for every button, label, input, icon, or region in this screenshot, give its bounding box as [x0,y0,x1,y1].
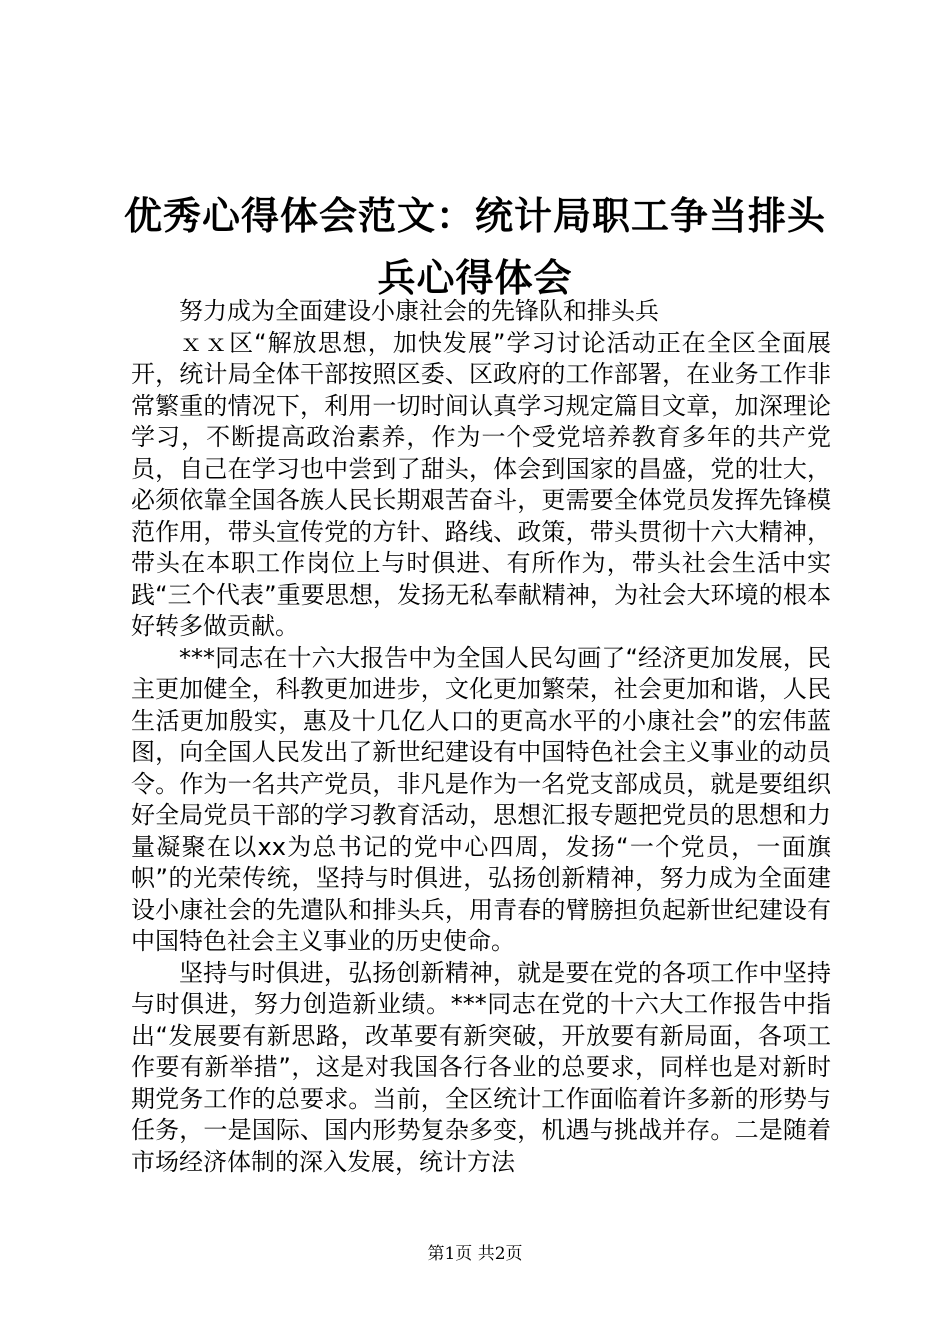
body-paragraph-2: ***同志在十六大报告中为全国人民勾画了“经济更加发展，民主更加健全，科教更加进步，文化更加繁荣，社会更加和谐，人民生活更加殷实，惠及十几亿人口的更高水平的小康社会”的宏伟蓝图，向全国人民发出了新世纪建设有中国特色社会主义事业的动员令。作为一名共产党员，非凡是作为一名党支部成员，就是要组织好全局党员干部的学习教育活动，思想汇报专题把党员的思想和力量凝聚在以xx为总书记的党中心四周，发扬“一个党员，一面旗帜”的光荣传统，坚持与时俱进，弘扬创新精神，努力成为全面建设小康社会的先遣队和排头兵，用青春的臂膀担负起新世纪建设有中国特色社会主义事业的历史使命。 [131,643,831,955]
document-subtitle: 努力成为全面建设小康社会的先锋队和排头兵 [179,297,659,325]
body-paragraph-1: ｘｘ区“解放思想，加快发展”学习讨论活动正在全区全面展开，统计局全体干部按照区委、区政府的工作部署，在业务工作非常繁重的情况下，利用一切时间认真学习规定篇目文章，加深理论学习，不断提高政治素养，作为一个受党培养教育多年的共产党员，自己在学习也中尝到了甜头，体会到国家的昌盛，党的壮大，必须依靠全国各族人民长期艰苦奋斗，更需要全体党员发挥先锋模范作用，带头宣传党的方针、路线、政策，带头贯彻十六大精神，带头在本职工作岗位上与时俱进、有所作为，带头社会生活中实践“三个代表”重要思想，发扬无私奉献精神，为社会大环境的根本好转多做贡献。 [131,328,831,640]
document-body [131,296,831,1178]
document-title: 优秀心得体会范文：统计局职工争当排头兵心得体会 [123,193,826,301]
page-footer: 第1页 共2页 [427,1244,523,1264]
body-paragraph-3: 坚持与时俱进，弘扬创新精神，就是要在党的各项工作中坚持与时俱进，努力创造新业绩。***同志在党的十六大工作报告中指出“发展要有新思路，改革要有新突破，开放要有新局面，各项工作要有新举措”，这是对我国各行各业的总要求，同样也是对新时期党务工作的总要求。当前，全区统计工作面临着许多新的形势与任务，一是国际、国内形势复杂多变，机遇与挑战并存。二是随着市场经济体制的深入发展，统计方法 [131,958,831,1176]
